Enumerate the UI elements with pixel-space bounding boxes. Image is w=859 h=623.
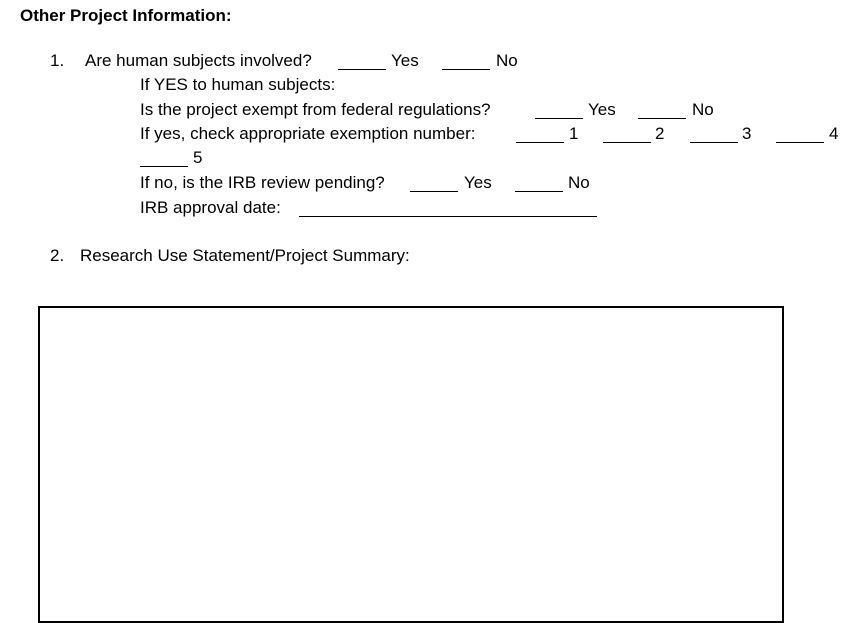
irb-yes-label: Yes [464, 173, 492, 192]
irb-date-label: IRB approval date: [140, 198, 281, 217]
irb-question: If no, is the IRB review pending? [140, 173, 385, 192]
exemption-4-label: 4 [829, 124, 839, 143]
exemption-2-label: 2 [655, 124, 665, 143]
exempt-yes-blank[interactable] [535, 104, 583, 119]
exempt-yes-label: Yes [588, 100, 616, 119]
irb-no-blank[interactable] [515, 177, 563, 192]
exempt-question: Is the project exempt from federal regulations? [140, 100, 491, 119]
q1-no-blank[interactable] [442, 55, 490, 70]
exemption-2-blank[interactable] [603, 128, 651, 143]
section-title: Other Project Information: [20, 6, 232, 25]
irb-no-label: No [568, 173, 590, 192]
irb-yes-blank[interactable] [410, 177, 458, 192]
exemption-3-label: 3 [742, 124, 752, 143]
if-yes-label: If YES to human subjects: [140, 75, 336, 94]
exemption-3-blank[interactable] [690, 128, 738, 143]
q1-yes-label: Yes [391, 51, 419, 70]
q2-label: Research Use Statement/Project Summary: [80, 246, 410, 265]
q1-number: 1. [50, 51, 65, 70]
exemption-4-blank[interactable] [776, 128, 824, 143]
exempt-no-blank[interactable] [638, 104, 686, 119]
q1-no-label: No [496, 51, 518, 70]
exemption-prompt: If yes, check appropriate exemption number: [140, 124, 476, 143]
irb-date-blank[interactable] [299, 202, 597, 217]
exemption-1-blank[interactable] [516, 128, 564, 143]
exemption-5-label: 5 [193, 148, 203, 167]
q2-number: 2. [50, 246, 65, 265]
exempt-no-label: No [692, 100, 714, 119]
exemption-5-blank[interactable] [140, 152, 188, 167]
project-summary-box[interactable] [38, 306, 784, 623]
q1-question: Are human subjects involved? [85, 51, 312, 70]
q1-yes-blank[interactable] [338, 55, 386, 70]
exemption-1-label: 1 [569, 124, 579, 143]
